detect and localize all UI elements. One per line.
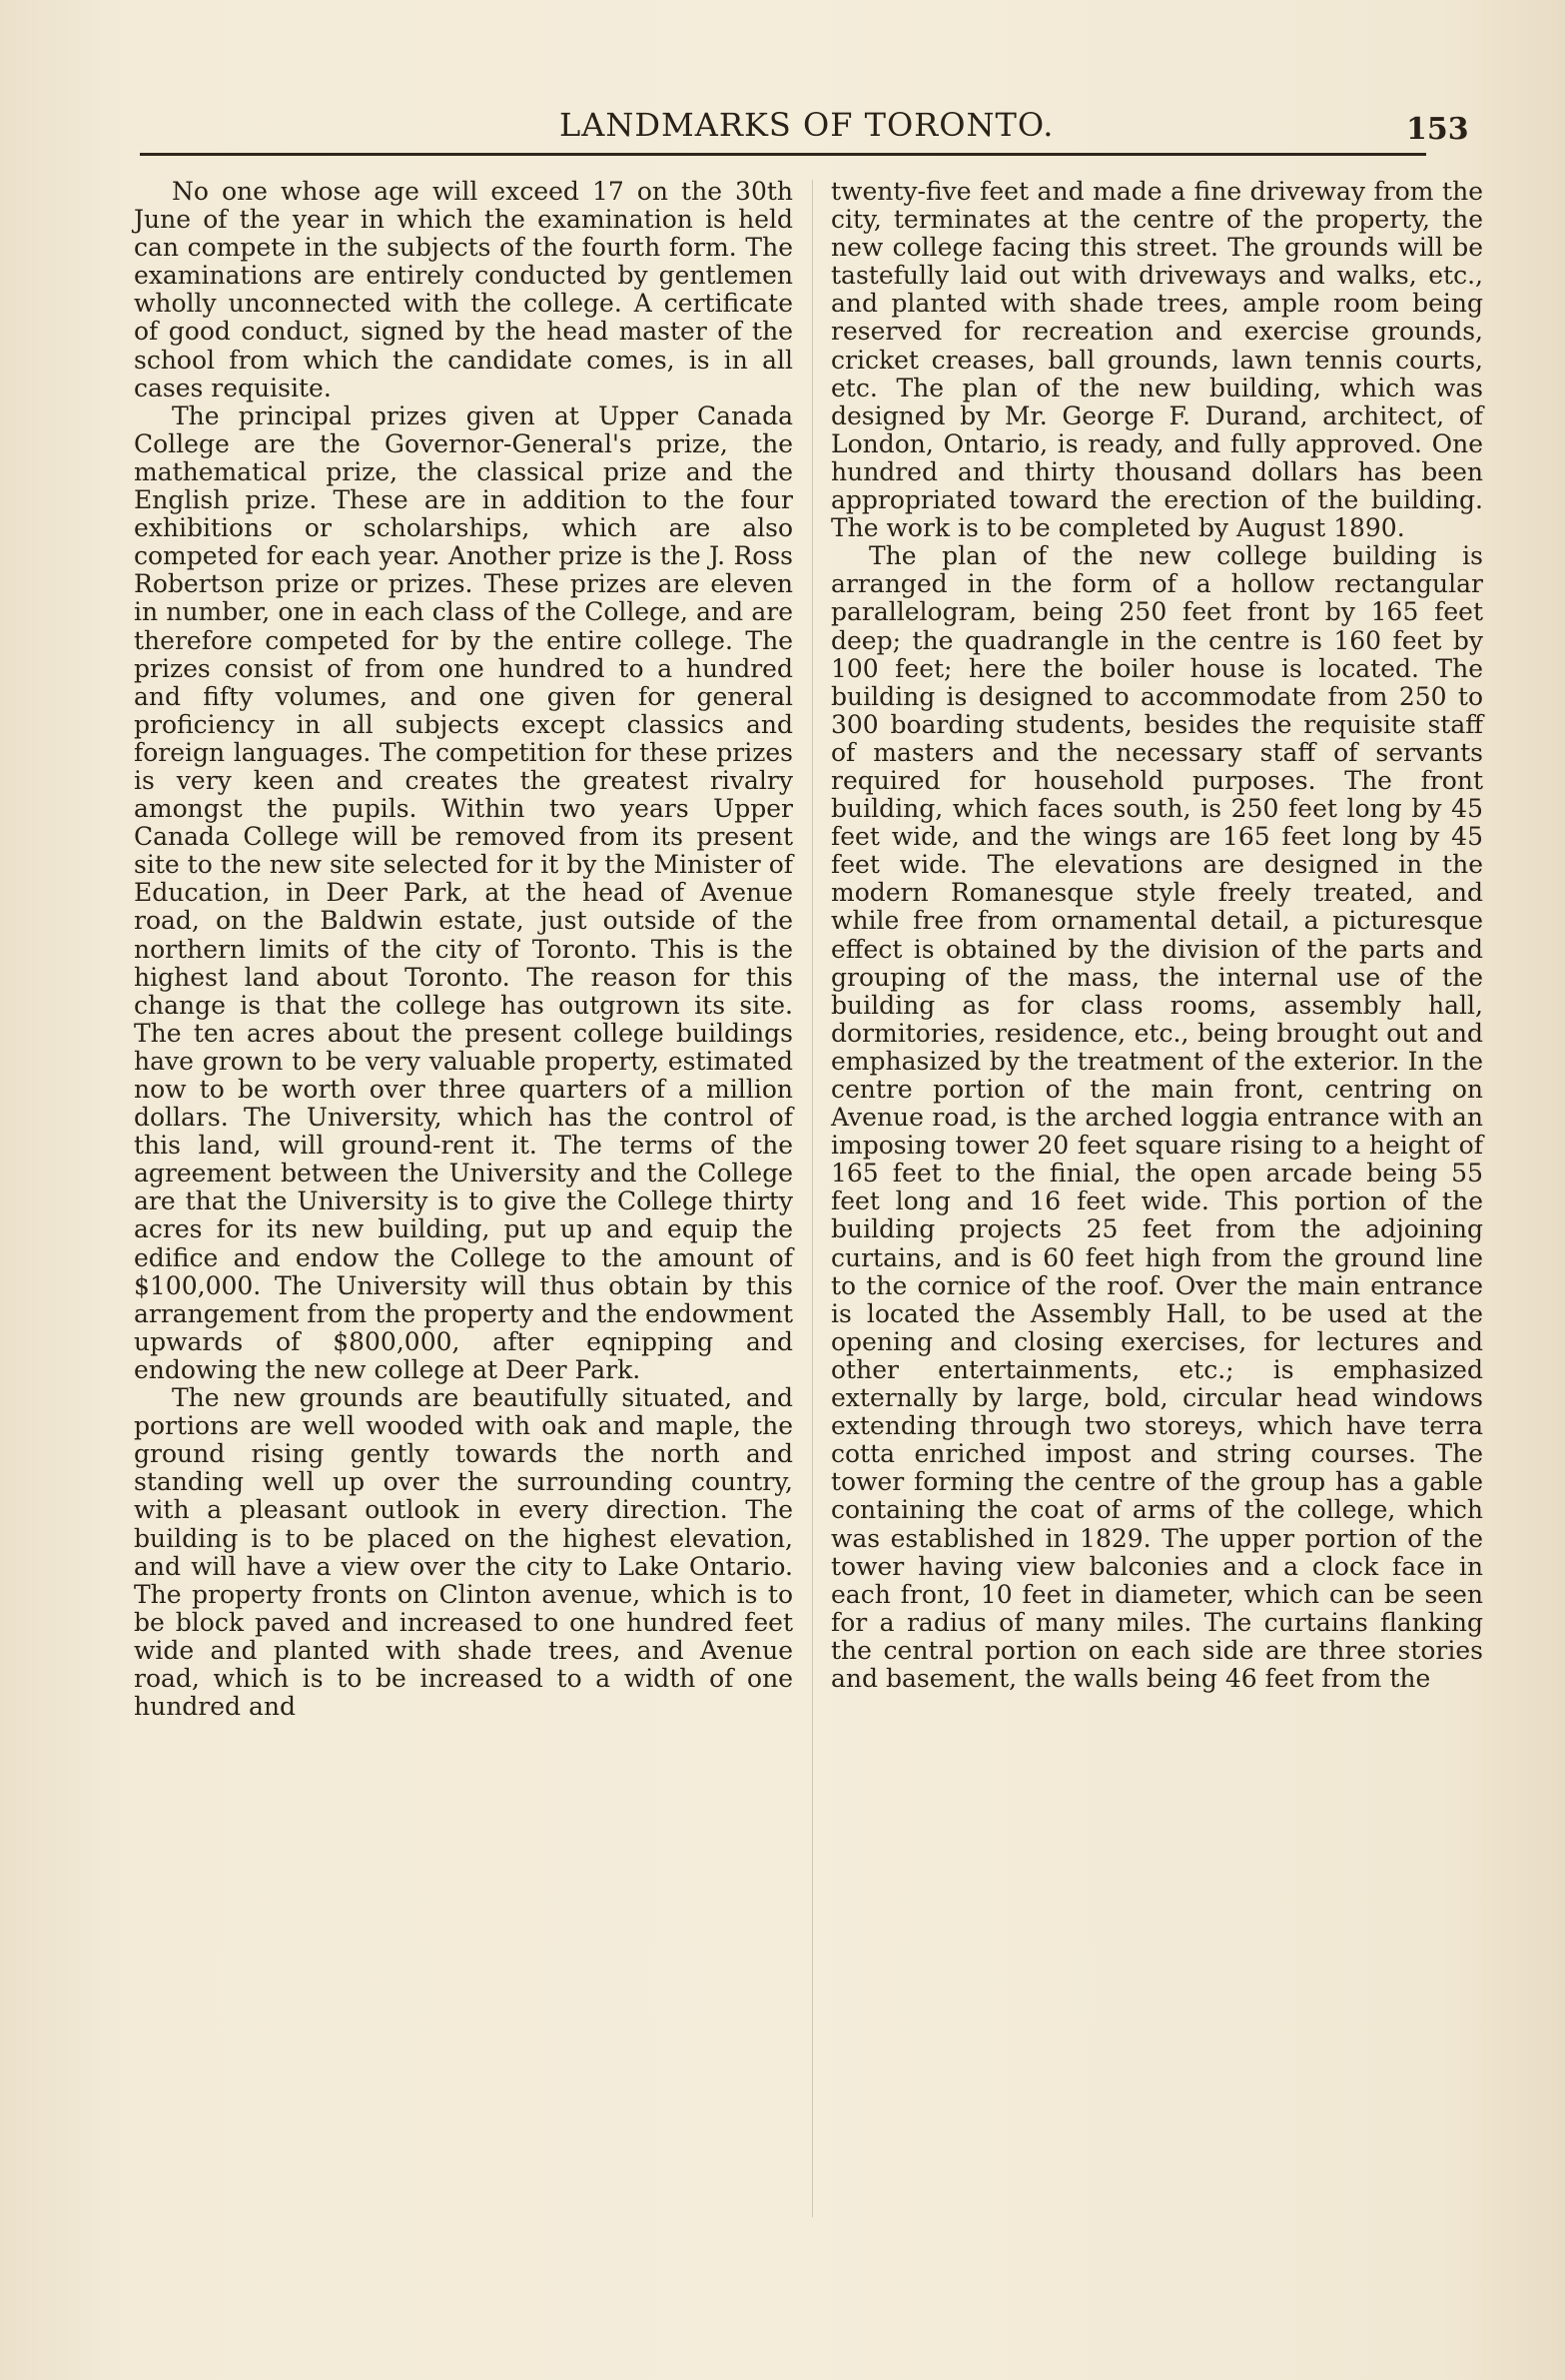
page-number: 153: [1406, 112, 1469, 147]
header-rule: [140, 153, 1426, 156]
paragraph: The new grounds are beautifully situated, and portions are well wooded with oak and maple, the ground rising gently towards the north and standing well up over the surrounding country, with a pleasant outlook in every direction. The building is to be placed on the highest elevation, and will have a view over the city to Lake Ontario. The property fronts on Clinton avenue, which is to be block paved and increased to one hundred feet wide and planted with shade trees, and Avenue road, which is to be increased to a width of one hundred and: [134, 1383, 793, 1722]
column-divider: [812, 180, 813, 2217]
left-column: [134, 178, 793, 1721]
page-header: [130, 106, 1469, 152]
paragraph-continued: twenty-five feet and made a fine driveway from the city, terminates at the centre of the property, the new college facing this street. The grounds will be tastefully laid out with driveways and walks, etc., and planted with shade trees, ample room being reserved for recreation and exercise grounds, cricket creases, ball grounds, lawn tennis courts, etc. The plan of the new building, which was designed by Mr. George F. Durand, architect, of London, Ontario, is ready, and fully approved. One hundred and thirty thousand dollars has been appropriated toward the erection of the building. The work is to be completed by August 1890.: [831, 177, 1483, 543]
right-column: [831, 178, 1483, 1693]
running-title: LANDMARKS OF TORONTO.: [559, 106, 1055, 144]
paragraph: The principal prizes given at Upper Canada College are the Governor-General's prize, the mathematical prize, the classical prize and the English prize. These are in addition to the four exhibitions or scholarships, which are also competed for each year. Another prize is the J. Ross Robertson prize or prizes. These prizes are eleven in number, one in each class of the College, and are therefore competed for by the entire college. The prizes consist of from one hundred to a hundred and fifty volumes, and one given for general proficiency in all subjects except classics and foreign languages. The competition for these prizes is very keen and creates the greatest rivalry amongst the pupils. Within two years Upper Canada College will be removed from its present site to the new site selected for it by the Minister of Education, in Deer Park, at the head of Avenue road, on the Baldwin estate, just outside of the northern limits of the city of Toronto. This is the highest land about Toronto. The reason for this change is that the college has outgrown its site. The ten acres about the present college buildings have grown to be very valuable property, estimated now to be worth over three quarters of a million dollars. The University, which has the control of this land, will ground-rent it. The terms of the agreement between the University and the College are that the University is to give the College thirty acres for its new building, put up and equip the edifice and endow the College to the amount of $100,000. The University will thus obtain by this arrangement from the property and the endowment upwards of $800,000, after eqnipping and endowing the new college at Deer Park.: [134, 400, 793, 1384]
paragraph: No one whose age will exceed 17 on the 30th June of the year in which the examination is held can compete in the subjects of the fourth form. The examinations are entirely conducted by gentlemen wholly unconnected with the college. A certificate of good conduct, signed by the head master of the school from which the candidate comes, is in all cases requisite.: [134, 177, 793, 402]
paragraph: The plan of the new college building is arranged in the form of a hollow rectangular parallelogram, being 250 feet front by 165 feet deep; the quadrangle in the centre is 160 feet by 100 feet; here the boiler house is located. The building is designed to accommodate from 250 to 300 boarding students, besides the requisite staff of masters and the necessary staff of servants required for household purposes. The front building, which faces south, is 250 feet long by 45 feet wide, and the wings are 165 feet long by 45 feet wide. The elevations are designed in the modern Romanesque style freely treated, and while free from ornamental detail, a picturesque effect is obtained by the division of the parts and grouping of the mass, the internal use of the building as for class rooms, assembly hall, dormitories, residence, etc., being brought out and emphasized by the treatment of the exterior. In the centre portion of the main front, centring on Avenue road, is the arched loggia entrance with an imposing tower 20 feet square rising to a height of 165 feet to the finial, the open arcade being 55 feet long and 16 feet wide. This portion of the building projects 25 feet from the adjoining curtains, and is 60 feet high from the ground line to the cornice of the roof. Over the main entrance is located the Assembly Hall, to be used at the opening and closing exercises, for lectures and other entertainments, etc.; is emphasized externally by large, bold, circular head windows extending through two storeys, which have terra cotta enriched impost and string courses. The tower forming the centre of the group has a gable containing the coat of arms of the college, which was established in 1829. The upper portion of the tower having view balconies and a clock face in each front, 10 feet in diameter, which can be seen for a radius of many miles. The curtains flanking the central portion on each side are three stories and basement, the walls being 46 feet from the: [831, 541, 1483, 1693]
